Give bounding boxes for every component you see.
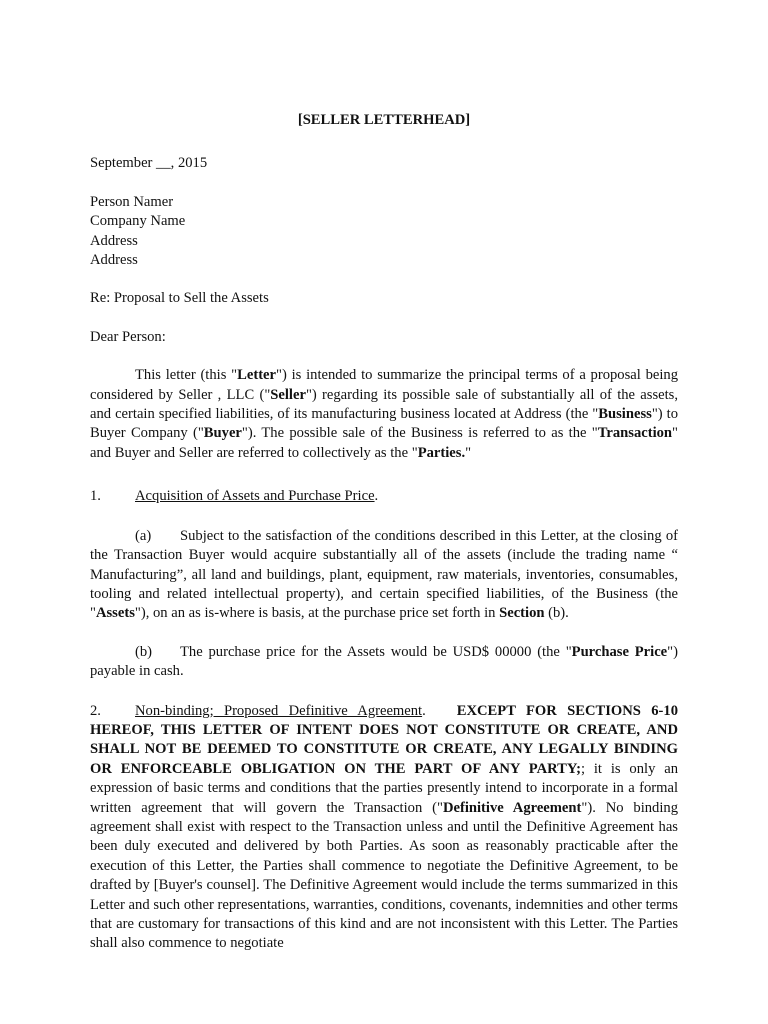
section-2-title: Non-binding; Proposed Definitive Agreement bbox=[135, 702, 423, 719]
section-1b-paragraph: (b) The purchase price for the Assets would be USD$ 00000 (the "Purchase Price") payable in cash. bbox=[90, 643, 678, 680]
salutation: Dear Person: bbox=[90, 328, 166, 345]
section-1-heading: 1. Acquisition of Assets and Purchase Price. bbox=[90, 487, 678, 506]
recipient-address-line-2: Address bbox=[90, 252, 138, 269]
section-2-paragraph: 2. Non-binding; Proposed Definitive Agreement. EXCEPT FOR SECTIONS 6-10 HEREOF, THIS LETTER OF INTENT DOES NOT CONSTITUTE OR CREATE, AND SHALL NOT BE DEEMED TO CONSTITUTE OR CREATE, ANY LEGALLY BINDING OR ENFORCEABLE OBLIGATION ON THE PART OF ANY PARTY;; it is only an expression of basic terms and conditions that the parties presently intend to incorporate in a formal written agreement that will govern the Transaction ("Definitive Agreement"). No binding agreement shall exist with respect to the Transaction unless and until the Definitive Agreement has been duly executed and delivered by both Parties. As soon as reasonably practicable after the execution of this Letter, the Parties shall commence to negotiate the Definitive Agreement, to be drafted by [Buyer's counsel]. The Definitive Agreement would include the terms summarized in this Letter and such other representations, warranties, conditions, covenants, indemnities and other terms that are customary for transactions of this kind and are not inconsistent with this Letter. The Parties shall also commence to negotiate bbox=[90, 702, 678, 952]
section-1b-label: (b) bbox=[135, 643, 153, 660]
section-1a-label: (a) bbox=[135, 527, 152, 544]
section-2-disclaimer: EXCEPT FOR SECTIONS 6-10 HEREOF, THIS LETTER OF INTENT DOES NOT CONSTITUTE OR CREATE, AND SHALL NOT BE DEEMED TO CONSTITUTE OR CREATE, ANY LEGALLY BINDING OR ENFORCEABLE OBLIGATION ON THE PART OF ANY PARTY; bbox=[90, 702, 678, 777]
section-2-number: 2. bbox=[90, 702, 101, 719]
recipient-address-line-1: Address bbox=[90, 232, 138, 249]
section-1-title: Acquisition of Assets and Purchase Price bbox=[135, 488, 375, 505]
letter-body bbox=[90, 111, 678, 954]
re-line: Re: Proposal to Sell the Assets bbox=[90, 290, 269, 307]
section-1-number: 1. bbox=[90, 488, 101, 505]
recipient-company: Company Name bbox=[90, 213, 186, 230]
intro-paragraph: This letter (this "Letter") is intended to summarize the principal terms of a proposal being considered by Seller , LLC ("Seller") regarding its possible sale of substantially all of the assets, and certain specified liabilities, of its manufacturing business located at Address (the "Business") to Buyer Company ("Buyer"). The possible sale of the Business is referred to as the "Transaction" and Buyer and Seller are referred to collectively as the "Parties." bbox=[90, 367, 679, 461]
recipient-block bbox=[90, 193, 678, 271]
letter-date: September __, 2015 bbox=[90, 155, 208, 172]
recipient-name: Person Namer bbox=[90, 193, 174, 210]
letterhead: [SELLER LETTERHEAD] bbox=[297, 112, 471, 128]
section-1a-paragraph: (a) Subject to the satisfaction of the conditions described in this Letter, at the closing of the Transaction Buyer would acquire substantially all of the assets (include the trading name “ Manufacturing”, all land and buildings, plant, equipment, raw materials, inventories, consumables, tooling and related intellectual property), and certain specified liabilities, of the Business (the "Assets"), on an as is-where is basis, at the purchase price set forth in Section (b). bbox=[90, 527, 678, 622]
